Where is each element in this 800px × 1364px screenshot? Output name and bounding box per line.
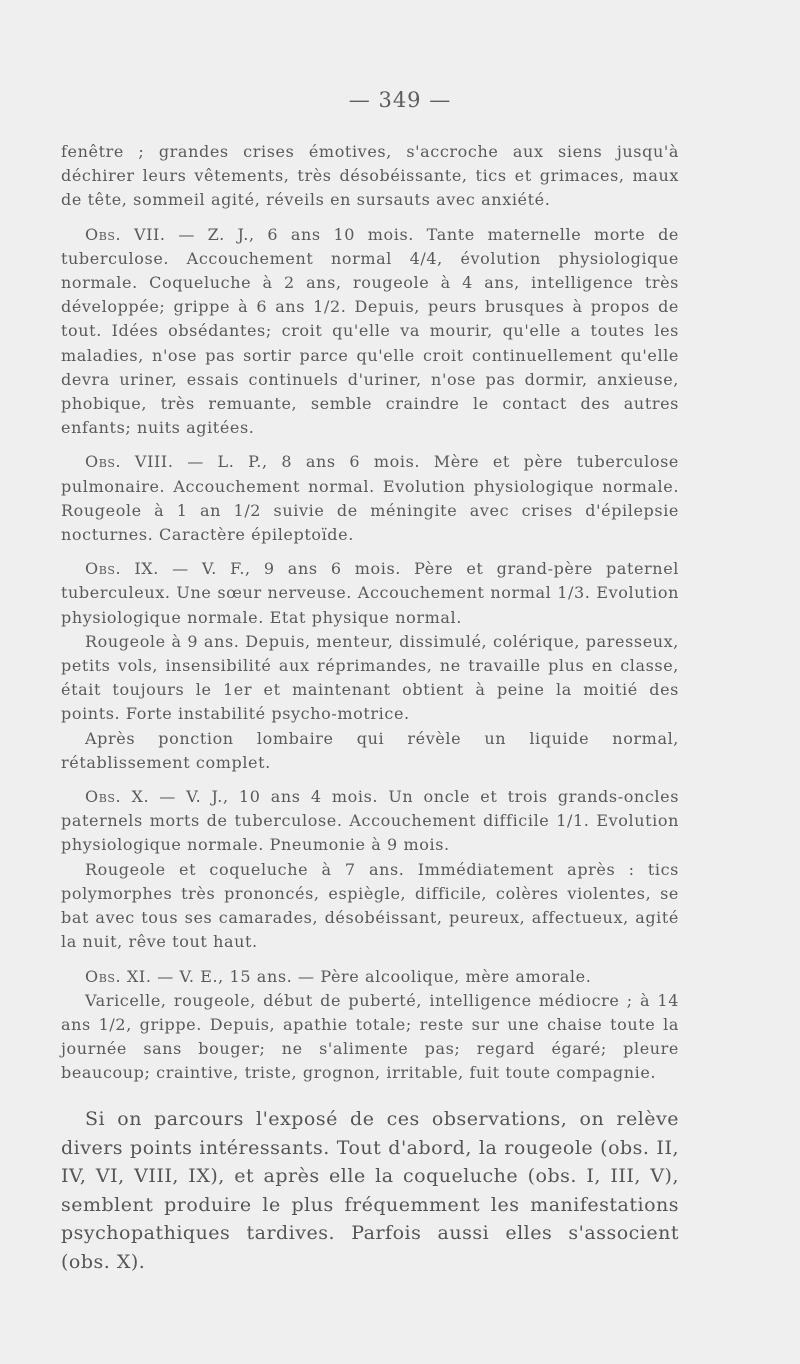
obs-ix-label: Obs. IX. [85,559,159,579]
obs-xi-text: — V. E., 15 ans. — Père alcoolique, mère amorale. [157,966,592,986]
obs-ix-text: — V. F., 9 ans 6 mois. Père et grand-père paternel tuberculeux. Une sœur nerveuse. Accouchement normal 1/3. Evolution physiologique normale. Etat physique normal. [61,559,679,627]
obs-viii-text: — L. P., 8 ans 6 mois. Mère et père tuberculose pulmonaire. Accouchement normal. Evolution physiologique normale. Rougeole à 1 an 1/2 suivie de méningite avec crises d'épilepsie nocturnes. Caractère épileptoïde. [61,452,679,545]
obs-vii-paragraph [61,223,679,441]
obs-vii-text: — Z. J., 6 ans 10 mois. Tante maternelle morte de tuberculose. Accouchement normal 4/4, évolution physiologique normale. Coqueluche à 2 ans, rougeole à 4 ans, intelligence très développée; grippe à 6 ans 1/2. Depuis, peurs brusques à propos de tout. Idées obsédantes; croit qu'elle va mourir, qu'elle a toutes les maladies, n'ose pas sortir parce qu'elle croit continuellement qu'elle devra uriner, essais continuels d'uriner, n'ose pas dormir, anxieuse, phobique, très remuante, semble craindre le contact des autres enfants; nuits agitées. [61,224,680,438]
obs-x-paragraph-2: Rougeole et coqueluche à 7 ans. Immédiatement après : tics polymorphes très prononcés, espiègle, difficile, colères violentes, se bat avec tous ses camarades, désobéissant, peureux, affectueux, agité la nuit, rêve tout haut. [61,859,679,952]
obs-x-text: — V. J., 10 ans 4 mois. Un oncle et trois grands-oncles paternels morts de tuberculose. Accouchement difficile 1/1. Evolution physiologique normale. Pneumonie à 9 mois. [61,787,679,855]
obs-xi-paragraph [61,965,679,989]
page-number: — 349 — [348,88,452,112]
summary-paragraph: Si on parcours l'exposé de ces observations, on relève divers points intéressants. Tout d'abord, la rougeole (obs. II, IV, VI, VIII, IX), et après elle la coqueluche (obs. I, III, V), semblent produire le plus fréquemment les manifestations psychopathiques tardives. Parfois aussi elles s'associent (obs. X). [61,1108,679,1273]
obs-viii-paragraph [61,450,679,547]
continuation-paragraph: fenêtre ; grandes crises émotives, s'accroche aux siens jusqu'à déchirer leurs vêtements, très désobéissante, tics et grimaces, maux de tête, sommeil agité, réveils en sursauts avec anxiété. [61,142,679,210]
obs-vii-label: Obs. VII. [85,224,166,244]
obs-xi-paragraph-2: Varicelle, rougeole, début de puberté, intelligence médiocre ; à 14 ans 1/2, grippe. Depuis, apathie totale; reste sur une chaise toute la journée sans bouger; ne s'alimente pas; regard égaré; pleure beaucoup; craintive, triste, grognon, irritable, fuit toute compagnie. [61,990,679,1083]
obs-ix-paragraph-2: Rougeole à 9 ans. Depuis, menteur, dissimulé, colérique, paresseux, petits vols, insensibilité aux réprimandes, ne travaille plus en classe, était toujours le 1er et maintenant obtient à peine la moitié des points. Forte instabilité psycho-motrice. [61,631,679,724]
obs-ix-paragraph-3: Après ponction lombaire qui révèle un liquide normal, rétablissement complet. [61,728,679,772]
obs-viii-label: Obs. VIII. [85,452,174,472]
obs-ix-paragraph [61,557,679,630]
obs-xi-label: Obs. XI. [85,966,152,986]
observations-text [61,140,679,1086]
obs-x-label: Obs. X. [85,787,150,807]
obs-x-paragraph [61,785,679,858]
